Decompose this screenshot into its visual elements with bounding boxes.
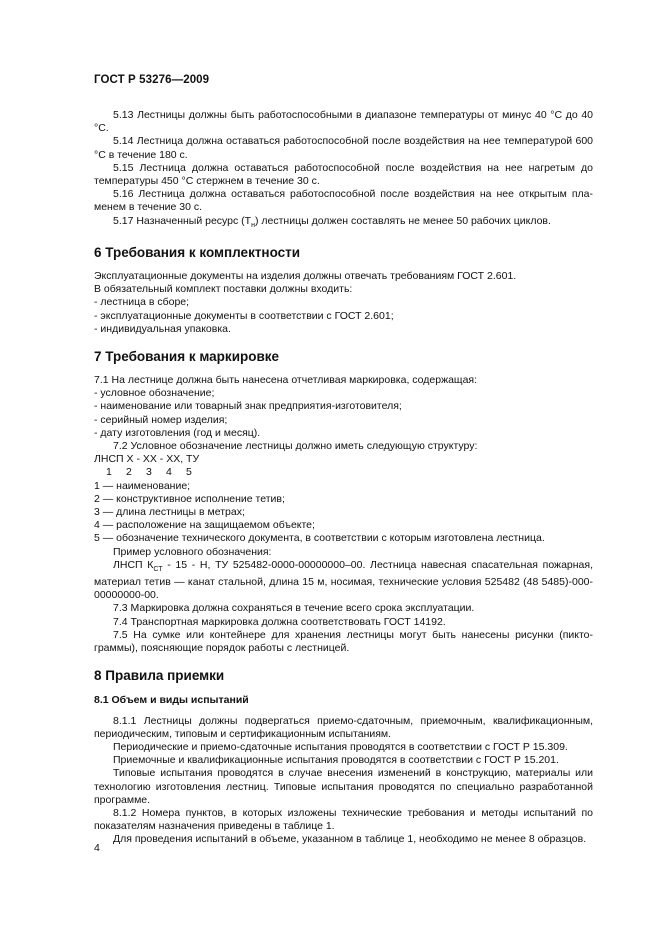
periodic-tests: Периодические и приемо-сдаточные испытания проводятся в соответствии с ГОСТ Р 15.309. xyxy=(113,740,568,753)
clause-7-3: 7.3 Маркировка должна сохраняться в течение всего срока эксплуатации. xyxy=(113,602,475,615)
example-label: Пример условного обозначения: xyxy=(113,545,272,558)
clause-7-2: 7.2 Условное обозначение лестницы должно иметь следующую структуру: xyxy=(113,439,478,452)
subsection-8-1-title: 8.1 Объем и виды испытаний xyxy=(94,694,249,707)
clause-5-13: 5.13 Лестницы должны быть работоспособными в диапазоне температуры от минус 40 °С до 40 °С. xyxy=(94,109,593,135)
legend-item: 1 — наименование; xyxy=(94,479,191,492)
list-item: - дату изготовления (год и месяц). xyxy=(94,426,261,439)
section-6-line: - индивидуальная упаковка. xyxy=(94,322,231,335)
list-item: - серийный номер изделия; xyxy=(94,413,228,426)
structure-number: 2 xyxy=(126,466,132,479)
clause-5-17-sub: н xyxy=(251,221,255,229)
section-6-line: - лестница в сборе; xyxy=(94,296,190,309)
section-6-line: Эксплуатационные документы на изделия должны отвечать требованиям ГОСТ 2.601. xyxy=(94,269,517,282)
list-item: - наименование или товарный знак предприятия-изготовителя; xyxy=(94,400,402,413)
clause-5-14: 5.14 Лестница должна оставаться работоспособной после воздействия на нее температурой 600 °С в течение 180 с. xyxy=(94,135,593,161)
section-6-title: 6 Требования к комплектности xyxy=(94,244,301,260)
section-8-body xyxy=(94,715,593,847)
clause-5-16: 5.16 Лестница должна оставаться работоспособной после воздействия на нее открытым пламенем в течение 30 с. xyxy=(94,188,593,214)
type-tests: Типовые испытания проводятся в случае внесения изменений в конструкцию, материалы или технологию изготовления лестниц. Типовые испытания проводятся по специально разработанной программе. xyxy=(94,767,593,806)
clause-7-5: 7.5 На сумке или контейнере для хранения лестницы могут быть нанесены рисунки (пиктограммы), поясняющие порядок работы с лестницей. xyxy=(94,628,593,655)
clause-5-17-a: 5.17 Назначенный ресурс (Т xyxy=(113,214,252,227)
clause-5-17 xyxy=(94,215,593,232)
list-item: - условное обозначение; xyxy=(94,387,215,400)
clause-7-1: 7.1 На лестнице должна быть нанесена отчетливая маркировка, содержащая: xyxy=(94,373,478,386)
clause-8-1-1: 8.1.1 Лестницы должны подвергаться приемо-сдаточным, приемочным, квалификационным, периодическим, типовым и сертификационным испытаниям. xyxy=(94,714,593,740)
clause-5-15: 5.15 Лестница должна оставаться работоспособной после воздействия на нее нагретым до температуры 450 °С стержнем в течение 30 с. xyxy=(94,161,593,188)
doc-body xyxy=(94,109,593,847)
designation-structure-numbers xyxy=(94,466,593,479)
doc-header: ГОСТ Р 53276—2009 xyxy=(94,74,210,86)
structure-number: 3 xyxy=(146,466,152,479)
example-text xyxy=(94,559,593,603)
clause-8-1-2: 8.1.2 Номера пунктов, в которых изложены технические требования и методы испытаний по показателям назначения приведены в таблице 1. xyxy=(94,806,593,833)
page-number: 4 xyxy=(94,842,100,854)
structure-number: 1 xyxy=(106,466,112,479)
designation-structure: ЛНСП Х - ХХ - ХХ, ТУ xyxy=(94,453,200,466)
section-6-line: - эксплуатационные документы в соответствии с ГОСТ 2.601; xyxy=(94,309,394,322)
acceptance-tests: Приемочные и квалификационные испытания проводятся в соответствии с ГОСТ Р 15.201. xyxy=(113,754,559,767)
clause-5-17-b: ) лестницы должен составлять не менее 50 рабочих циклов. xyxy=(254,214,551,227)
section-7-title: 7 Требования к маркировке xyxy=(94,348,280,364)
structure-number: 4 xyxy=(166,466,172,479)
samples-note: Для проведения испытаний в объеме, указанном в таблице 1, необходимо не менее 8 образцов. xyxy=(113,833,587,846)
legend-item: 5 — обозначение технического документа, в соответствии с которым изготовлена лестница. xyxy=(94,532,545,545)
section-8-title: 8 Правила приемки xyxy=(94,668,225,684)
example-b: - 15 - Н, ТУ 525482-0000-00000000–00. Лестница навесная спасательная пожарная, материал тетив — канат стальной, длина 15 м, носимая, технические условия 525482 (48 5485)-000-00000000-00. xyxy=(94,558,593,602)
example-sub: СТ xyxy=(153,565,163,573)
legend-item: 4 — расположение на защищаемом объекте; xyxy=(94,519,315,532)
section-6-body xyxy=(94,270,593,336)
structure-number: 5 xyxy=(186,466,192,479)
clause-7-4: 7.4 Транспортная маркировка должна соответствовать ГОСТ 14192. xyxy=(113,615,446,628)
example-a: ЛНСП К xyxy=(113,558,154,571)
legend-item: 3 — длина лестницы в метрах; xyxy=(94,505,245,518)
section-6-line: В обязательный комплект поставки должны входить: xyxy=(94,283,353,296)
legend-item: 2 — конструктивное исполнение тетив; xyxy=(94,492,285,505)
section-7-body xyxy=(94,374,593,655)
